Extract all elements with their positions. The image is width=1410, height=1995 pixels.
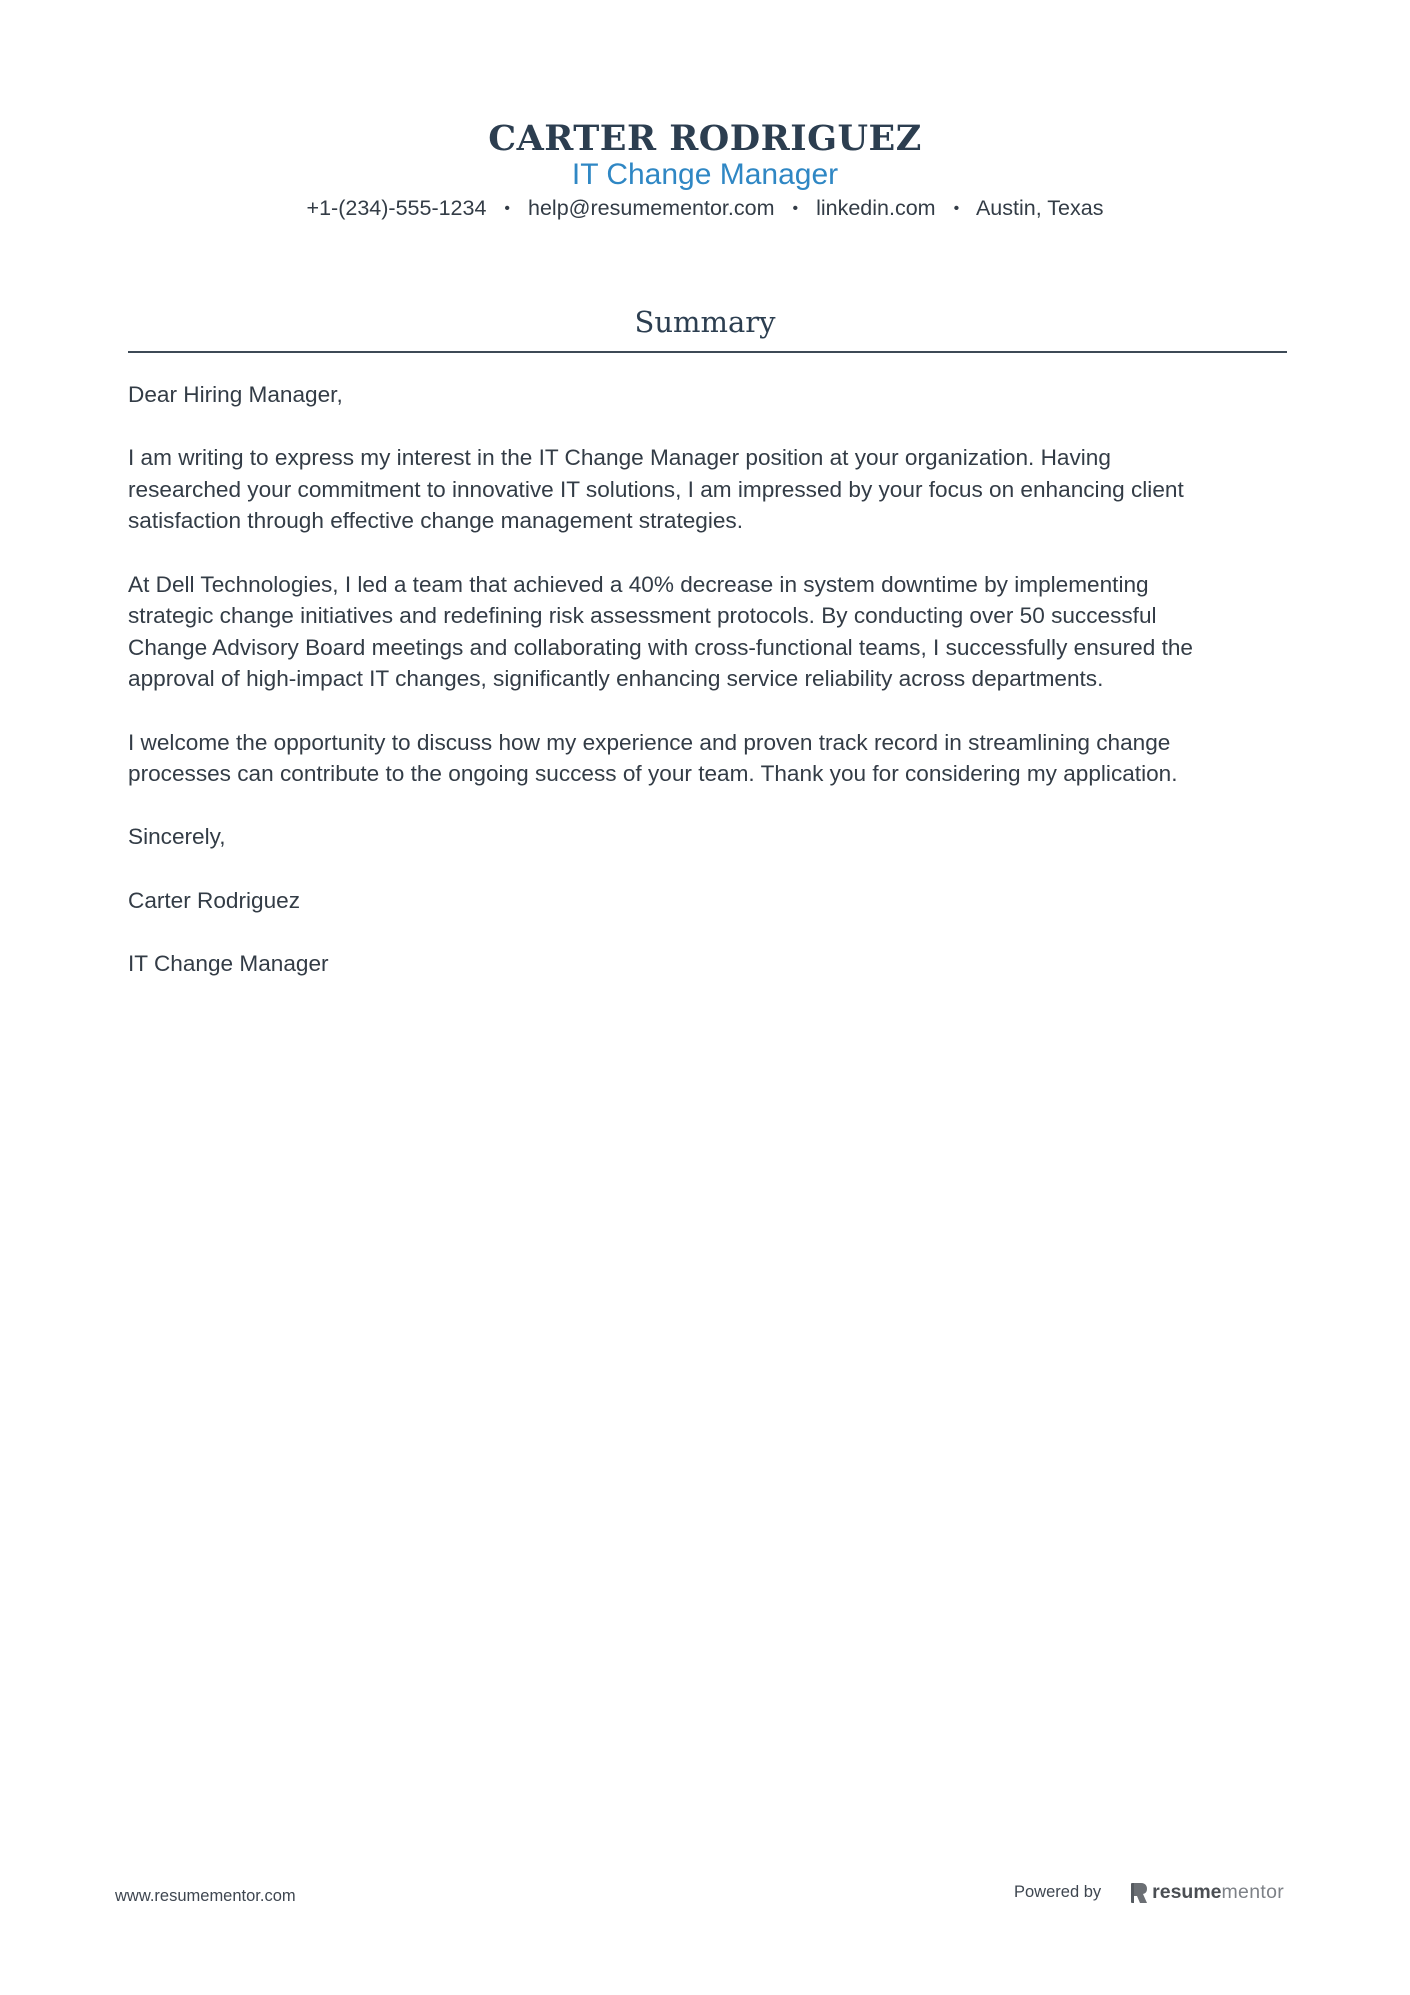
powered-by-label: Powered by (1014, 1883, 1102, 1901)
contact-email[interactable]: help@resumementor.com (528, 196, 775, 220)
signature-name: Carter Rodriguez (128, 887, 301, 913)
footer-website-link[interactable]: www.resumementor.com (115, 1887, 296, 1905)
bullet-separator: • (504, 200, 511, 217)
paragraph-line: satisfaction through effective change management strategies. (128, 508, 744, 534)
section-divider (128, 351, 1287, 353)
paragraph-line: I am writing to express my interest in the IT Change Manager position at your organization. Having (128, 445, 1111, 471)
signature-title: IT Change Manager (128, 950, 329, 976)
paragraph-1 (128, 442, 1288, 537)
job-title: IT Change Manager (571, 158, 839, 191)
section-title-summary: Summary (634, 305, 776, 339)
paragraph-line: I welcome the opportunity to discuss how my experience and proven track record in streamlining change (128, 729, 1171, 755)
brand-name-bold: resume (1152, 1881, 1222, 1903)
bullet-separator: • (792, 200, 799, 217)
letter-body (128, 379, 1288, 1011)
paragraph-line: At Dell Technologies, I led a team that achieved a 40% decrease in system downtime by implementing (128, 571, 1149, 597)
brand-name-light: mentor (1221, 1881, 1285, 1903)
contact-location: Austin, Texas (975, 196, 1104, 220)
closing: Sincerely, (128, 824, 226, 850)
contact-phone: +1-(234)-555-1234 (306, 196, 487, 220)
paragraph-line: processes can contribute to the ongoing success of your team. Thank you for considering my application. (128, 761, 1178, 787)
candidate-name: CARTER RODRIGUEZ (488, 118, 922, 159)
contact-line (0, 196, 1410, 221)
paragraph-3 (128, 727, 1288, 790)
paragraph-line: strategic change initiatives and redefining risk assessment protocols. By conducting over 50 successful (128, 603, 1157, 629)
paragraph-line: approval of high-impact IT changes, significantly enhancing service reliability across departments. (128, 666, 1104, 692)
paragraph-line: Change Advisory Board meetings and collaborating with cross-functional teams, I successfully ensured the (128, 634, 1193, 660)
contact-linkedin[interactable]: linkedin.com (816, 196, 936, 220)
bullet-separator: • (953, 200, 960, 217)
footer-branding (1014, 1881, 1284, 1904)
paragraph-line: researched your commitment to innovative IT solutions, I am impressed by your focus on enhancing client (128, 476, 1184, 502)
salutation: Dear Hiring Manager, (128, 382, 343, 407)
paragraph-2 (128, 569, 1288, 695)
resumementor-logo-icon (1131, 1883, 1148, 1903)
